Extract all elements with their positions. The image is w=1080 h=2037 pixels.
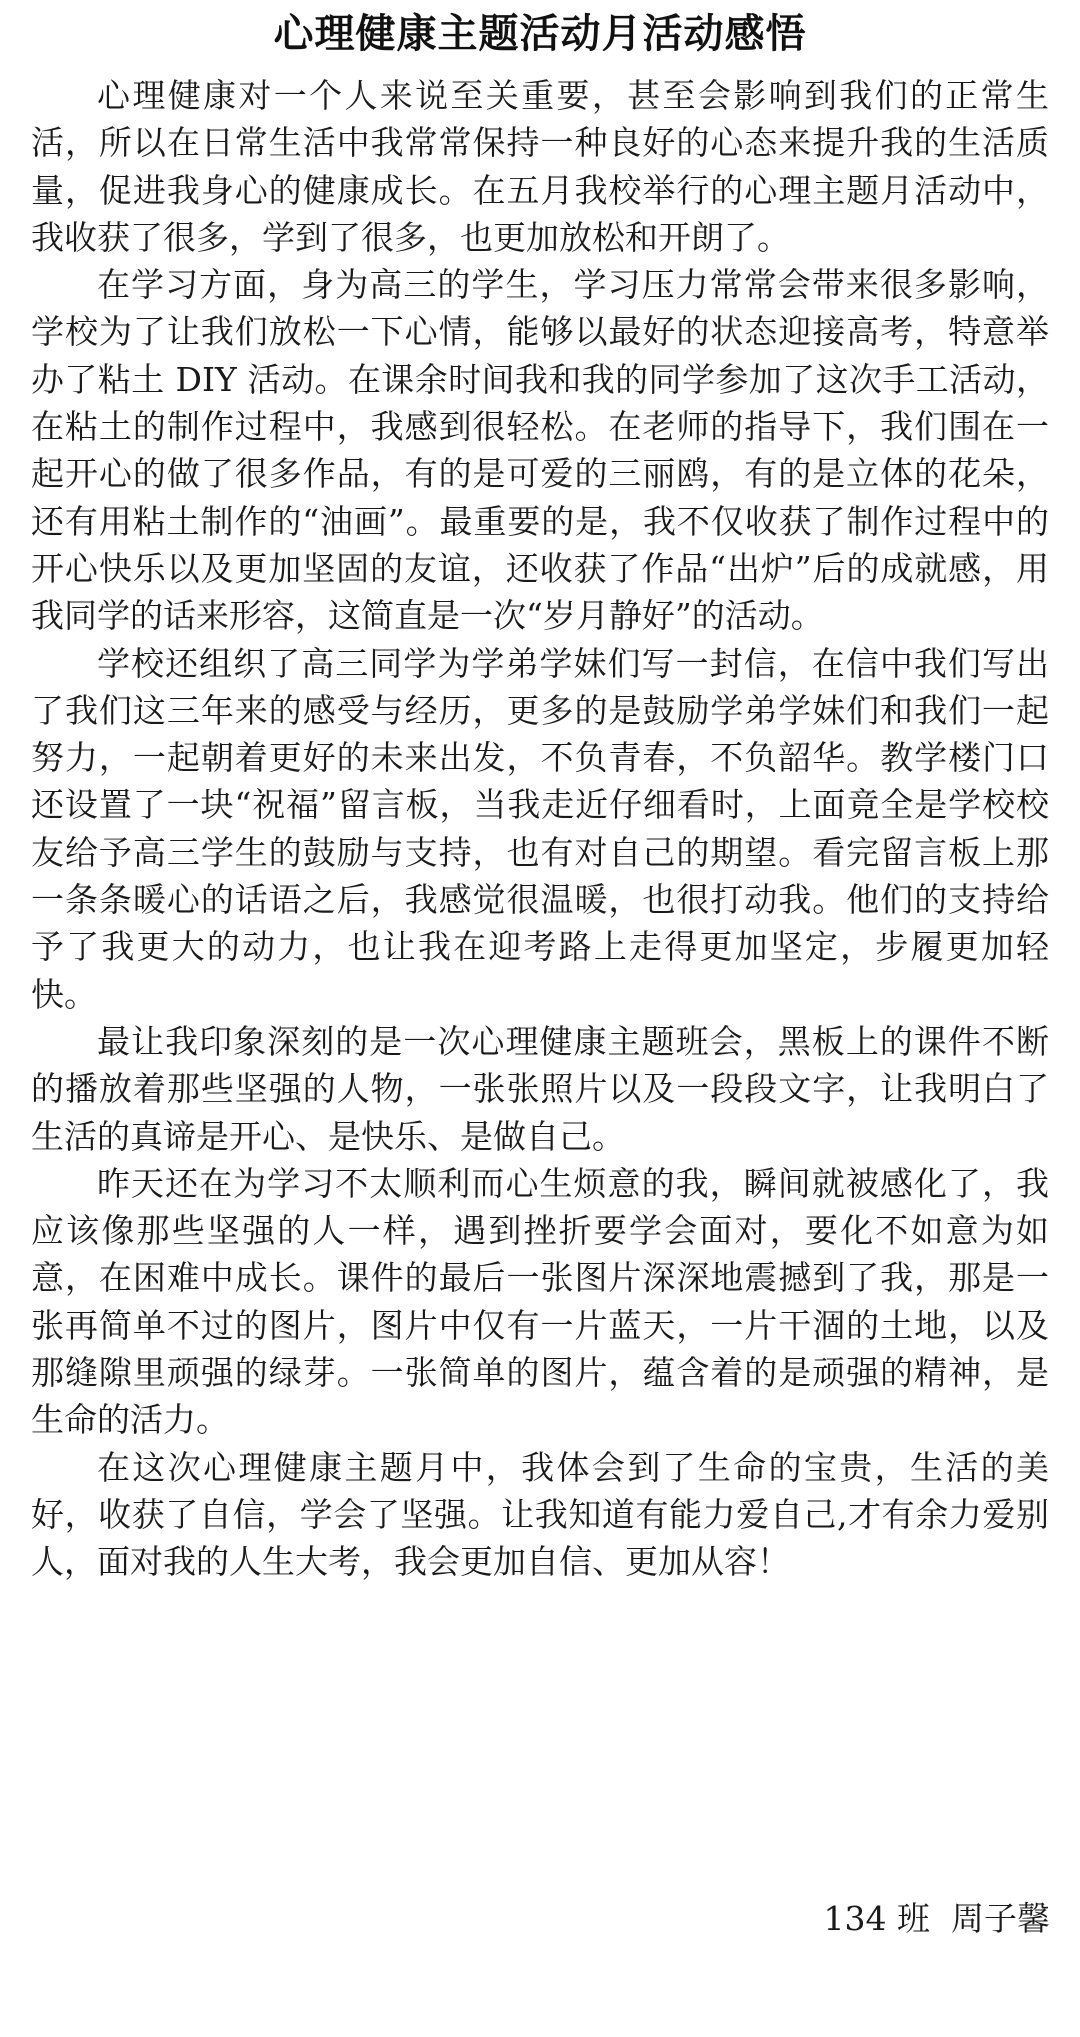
paragraph-2: 在学习方面，身为高三的学生，学习压力常常会带来很多影响，学校为了让我们放松一下心情，能够以最好的状态迎接高考，特意举办了粘土 DIY 活动。在课余时间我和我的同学参加了这次手工活动，在粘土的制作过程中，我感到很轻松。在老师的指导下，我们围在一起开心的做了很多作品，有的是可爱的三丽鸥，有的是立体的花朵，还有用粘土制作的“油画”。最重要的是，我不仅收获了制作过程中的开心快乐以及更加坚固的友谊，还收获了作品“出炉”后的成就感，用我同学的话来形容，这简直是一次“岁月静好”的活动。 [31, 265, 1049, 636]
paragraph-3: 学校还组织了高三同学为学弟学妹们写一封信，在信中我们写出了我们这三年来的感受与经历，更多的是鼓励学弟学妹们和我们一起努力，一起朝着更好的未来出发，不负青春，不负韶华。教学楼门口还设置了一块“祝福”留言板，当我走近仔细看时，上面竟全是学校校友给予高三学生的鼓励与支持，也有对自己的期望。看完留言板上那一条条暖心的话语之后，我感觉很温暖，也很打动我。他们的支持给予了我更大的动力，也让我在迎考路上走得更加坚定，步履更加轻快。 [31, 643, 1049, 1014]
paragraph-5: 昨天还在为学习不太顺利而心生烦意的我，瞬间就被感化了，我应该像那些坚强的人一样，遇到挫折要学会面对，要化不如意为如意，在困难中成长。课件的最后一张图片深深地震撼到了我，那是一张再简单不过的图片，图片中仅有一片蓝天，一片干涸的土地，以及那缝隙里顽强的绿芽。一张简单的图片，蕴含着的是顽强的精神，是生命的活力。 [31, 1163, 1049, 1440]
paragraph-4: 最让我印象深刻的是一次心理健康主题班会，黑板上的课件不断的播放着那些坚强的人物，一张张照片以及一段段文字，让我明白了生活的真谛是开心、是快乐、是做自己。 [31, 1021, 1049, 1156]
document-title: 心理健康主题活动月活动感悟 [273, 11, 807, 57]
author-signature: 134 班 周子馨 [823, 1899, 1050, 1938]
paragraph-1: 心理健康对一个人来说至关重要，甚至会影响到我们的正常生活，所以在日常生活中我常常保持一种良好的心态来提升我的生活质量，促进我身心的健康成长。在五月我校举行的心理主题月活动中，我收获了很多，学到了很多，也更加放松和开朗了。 [31, 76, 1049, 257]
document-body [31, 72, 1049, 1586]
paragraph-6: 在这次心理健康主题月中，我体会到了生命的宝贵，生活的美好，收获了自信，学会了坚强。让我知道有能力爱自己,才有余力爱别人，面对我的人生大考，我会更加自信、更加从容！ [31, 1447, 1049, 1582]
